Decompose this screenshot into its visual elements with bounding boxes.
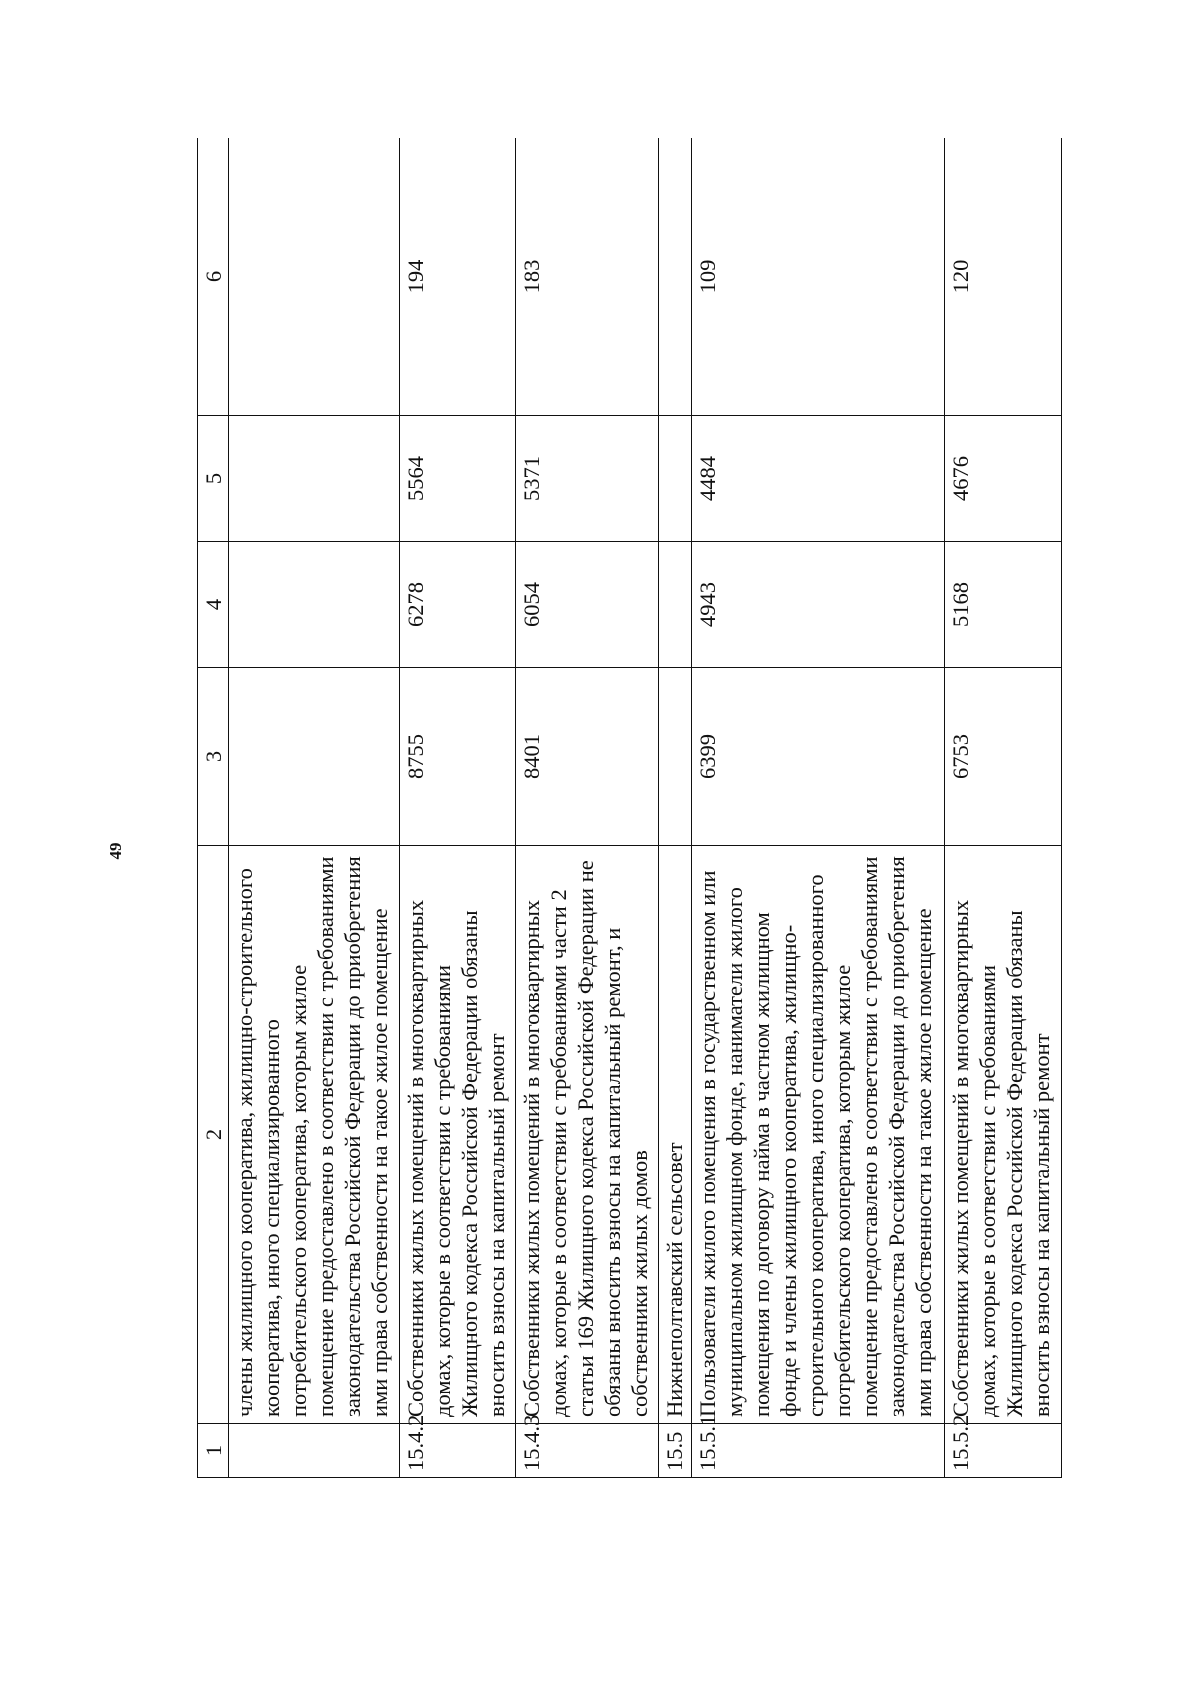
header-col-1: 1 <box>198 1424 229 1478</box>
row-value-col3: 8401 <box>516 668 659 846</box>
row-value-col6: 183 <box>516 138 659 416</box>
row-value-col4 <box>229 542 400 668</box>
row-value-col3 <box>229 668 400 846</box>
row-value-col4: 6278 <box>399 542 516 668</box>
row-value-col6: 109 <box>691 138 944 416</box>
row-value-col3: 8755 <box>399 668 516 846</box>
row-description: Собственники жилых помещений в многоквартирных домах, которые в соответствии с требованиями Жилищного кодекса Российской Федерации обязаны вносить взносы на капитальный ремонт <box>945 846 1062 1424</box>
table-header-row <box>198 138 229 1478</box>
table-row <box>945 138 1062 1478</box>
row-value-col5: 4676 <box>945 416 1062 542</box>
header-col-6: 6 <box>198 138 229 416</box>
row-description: члены жилищного кооператива, жилищно-строительного кооператива, иного специализированного потребительского кооператива, которым жилое помещение предоставлено в соответствии с требованиями законодательства Российской Федерации до приобретения ими права собственности на такое жилое помещение <box>229 846 400 1424</box>
row-code: 15.4.3 <box>516 1424 659 1478</box>
row-value-col6 <box>229 138 400 416</box>
tariff-table <box>197 138 1062 1478</box>
page-number: 49 <box>106 842 125 860</box>
row-value-col5: 5371 <box>516 416 659 542</box>
header-col-3: 3 <box>198 668 229 846</box>
row-description: Пользователи жилого помещения в государственном или муниципальном жилищном фонде, наниматели жилого помещения по договору найма в частном жилищном фонде и члены жилищного кооператива, жилищно-строительного кооператива, иного специализированного потребительского кооператива, которым жилое помещение предоставлено в соответствии с требованиями законодательства Российской Федерации до приобретения ими права собственности на такое жилое помещение <box>691 846 944 1424</box>
row-value-col4: 4943 <box>691 542 944 668</box>
row-code: 15.4.2 <box>399 1424 516 1478</box>
row-value-col3: 6753 <box>945 668 1062 846</box>
row-value-col6: 194 <box>399 138 516 416</box>
row-value-col5: 5564 <box>399 416 516 542</box>
header-col-2: 2 <box>198 846 229 1424</box>
row-value-col4: 6054 <box>516 542 659 668</box>
row-value-col3: 6399 <box>691 668 944 846</box>
row-value-col5: 4484 <box>691 416 944 542</box>
row-value-col6 <box>659 138 692 416</box>
table-row <box>659 138 692 1478</box>
table-row <box>691 138 944 1478</box>
row-value-col4: 5168 <box>945 542 1062 668</box>
rotated-page-area <box>197 138 1062 1478</box>
table-row <box>229 138 400 1478</box>
row-value-col3 <box>659 668 692 846</box>
row-description: Нижнеполтавский сельсовет <box>659 846 692 1424</box>
row-code: 15.5.2 <box>945 1424 1062 1478</box>
row-description: Собственники жилых помещений в многоквартирных домах, которые в соответствии с требованиями части 2 статьи 169 Жилищного кодекса Российской Федерации не обязаны вносить взносы на капитальный ремонт, и собственники жилых домов <box>516 846 659 1424</box>
row-code <box>229 1424 400 1478</box>
row-code: 15.5.1 <box>691 1424 944 1478</box>
table-row <box>516 138 659 1478</box>
row-value-col6: 120 <box>945 138 1062 416</box>
row-description: Собственники жилых помещений в многоквартирных домах, которые в соответствии с требованиями Жилищного кодекса Российской Федерации обязаны вносить взносы на капитальный ремонт <box>399 846 516 1424</box>
row-value-col4 <box>659 542 692 668</box>
header-col-4: 4 <box>198 542 229 668</box>
row-code: 15.5 <box>659 1424 692 1478</box>
header-col-5: 5 <box>198 416 229 542</box>
table-row <box>399 138 516 1478</box>
table-container <box>197 138 1062 1478</box>
row-value-col5 <box>229 416 400 542</box>
row-value-col5 <box>659 416 692 542</box>
